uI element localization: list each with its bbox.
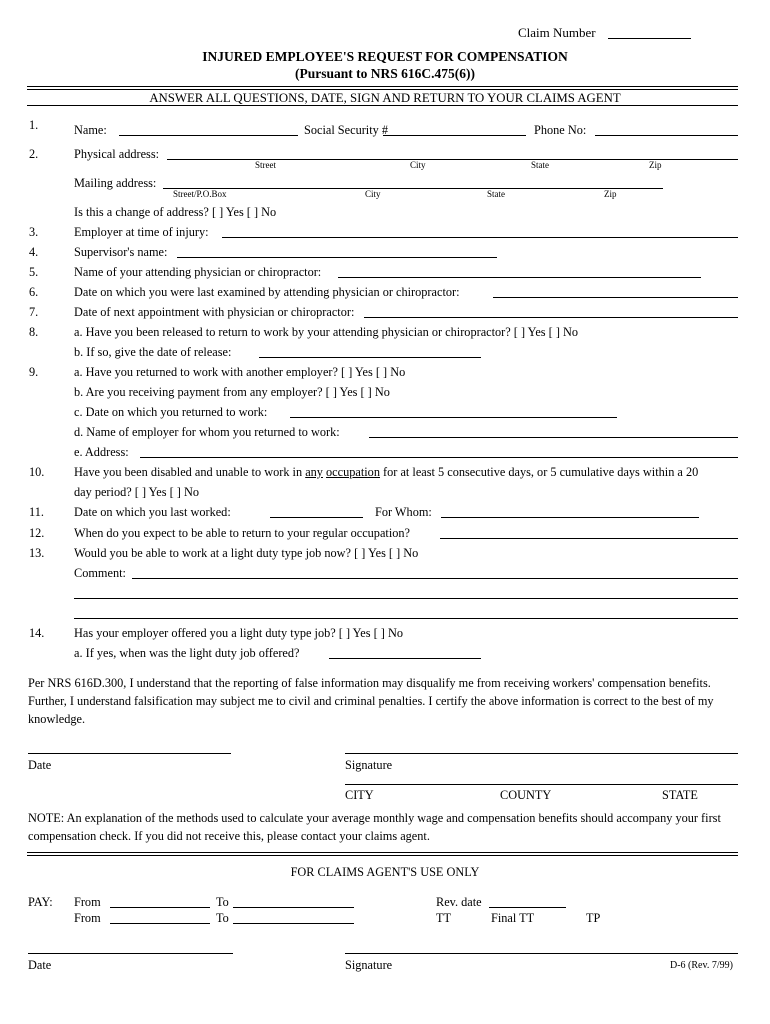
pay-from-field-2[interactable] bbox=[110, 923, 210, 924]
ssn-label: Social Security # bbox=[304, 123, 389, 137]
light-duty-now-question[interactable]: Would you be able to work at a light duty type job now? [ ] Yes [ ] No bbox=[74, 546, 419, 560]
question-number-5: 5. bbox=[29, 265, 39, 279]
expected-return-label: When do you expect to be able to return to your regular occupation? bbox=[74, 526, 410, 540]
signature-label: Signature bbox=[345, 758, 393, 772]
question-number-4: 4. bbox=[29, 245, 39, 259]
last-exam-label: Date on which you were last examined by attending physician or chiropractor: bbox=[74, 285, 460, 299]
last-worked-field[interactable] bbox=[270, 517, 363, 518]
new-employer-address-label: e. Address: bbox=[74, 445, 129, 459]
supervisor-label: Supervisor's name: bbox=[74, 245, 168, 259]
physician-field[interactable] bbox=[338, 277, 701, 278]
instruction-text: ANSWER ALL QUESTIONS, DATE, SIGN AND RETURN TO YOUR CLAIMS AGENT bbox=[149, 91, 621, 105]
pay-label: PAY: bbox=[28, 895, 53, 909]
physical-street-caption: Street bbox=[255, 160, 276, 170]
phone-label: Phone No: bbox=[534, 123, 587, 137]
for-whom-field[interactable] bbox=[441, 517, 699, 518]
new-employer-field[interactable] bbox=[369, 437, 738, 438]
mailing-city-caption: City bbox=[365, 189, 381, 199]
state-label: STATE bbox=[662, 788, 698, 802]
new-employer-address-field[interactable] bbox=[140, 457, 738, 458]
final-tt-label: Final TT bbox=[491, 911, 535, 925]
agent-rule-bottom bbox=[27, 855, 738, 856]
question-number-14: 14. bbox=[29, 626, 45, 640]
next-appointment-field[interactable] bbox=[364, 317, 738, 318]
agent-signature-label: Signature bbox=[345, 958, 393, 972]
question-number-10: 10. bbox=[29, 465, 45, 479]
mailing-address-field[interactable] bbox=[163, 188, 663, 189]
physical-zip-caption: Zip bbox=[649, 160, 662, 170]
last-exam-field[interactable] bbox=[493, 297, 738, 298]
claim-number-field[interactable] bbox=[608, 38, 691, 39]
light-duty-offer-date-field[interactable] bbox=[329, 658, 481, 659]
agent-section-title: FOR CLAIMS AGENT'S USE ONLY bbox=[290, 865, 480, 879]
disabled-question-any: any bbox=[305, 465, 323, 479]
city-label: CITY bbox=[345, 788, 374, 802]
question-number-1: 1. bbox=[29, 118, 39, 132]
question-number-2: 2. bbox=[29, 147, 39, 161]
return-date-field[interactable] bbox=[290, 417, 617, 418]
released-question[interactable]: a. Have you been released to return to work by your attending physician or chiropractor? [ ] Yes [ ] No bbox=[74, 325, 579, 339]
pay-from-field-1[interactable] bbox=[110, 907, 210, 908]
pay-from-label-1: From bbox=[74, 895, 101, 909]
question-number-9: 9. bbox=[29, 365, 39, 379]
mailing-address-label: Mailing address: bbox=[74, 176, 157, 190]
ssn-field[interactable] bbox=[383, 135, 526, 136]
question-number-12: 12. bbox=[29, 526, 45, 540]
question-number-13: 13. bbox=[29, 546, 45, 560]
mailing-street-caption: Street/P.O.Box bbox=[173, 189, 227, 199]
question-number-6: 6. bbox=[29, 285, 39, 299]
date-line[interactable] bbox=[28, 753, 231, 754]
signature-line[interactable] bbox=[345, 753, 738, 754]
tp-label: TP bbox=[586, 911, 601, 925]
pay-to-label-1: To bbox=[216, 895, 229, 909]
physician-label: Name of your attending physician or chiropractor: bbox=[74, 265, 322, 279]
receiving-payment-question[interactable]: b. Are you receiving payment from any employer? [ ] Yes [ ] No bbox=[74, 385, 390, 399]
light-duty-offer-date-label: a. If yes, when was the light duty job offered? bbox=[74, 646, 300, 660]
expected-return-field[interactable] bbox=[440, 538, 738, 539]
form-title: INJURED EMPLOYEE'S REQUEST FOR COMPENSATION bbox=[202, 49, 568, 64]
question-number-3: 3. bbox=[29, 225, 39, 239]
disabled-question-line2[interactable]: day period? [ ] Yes [ ] No bbox=[74, 485, 199, 499]
header-rule-bottom bbox=[27, 89, 738, 90]
disabled-question bbox=[74, 466, 698, 478]
disabled-question-post: for at least 5 consecutive days, or 5 cumulative days within a 20 bbox=[379, 465, 699, 479]
returned-work-question[interactable]: a. Have you returned to work with another employer? [ ] Yes [ ] No bbox=[74, 365, 406, 379]
physical-address-label: Physical address: bbox=[74, 147, 160, 161]
change-of-address-question[interactable]: Is this a change of address? [ ] Yes [ ] No bbox=[74, 205, 277, 219]
for-whom-label: For Whom: bbox=[375, 505, 432, 519]
physical-city-caption: City bbox=[410, 160, 426, 170]
physical-state-caption: State bbox=[531, 160, 549, 170]
question-number-8: 8. bbox=[29, 325, 39, 339]
tt-label: TT bbox=[436, 911, 452, 925]
pay-to-field-1[interactable] bbox=[233, 907, 354, 908]
certification-paragraph: Per NRS 616D.300, I understand that the reporting of false information may disqualify me from receiving workers' compensation benefits. Further, I understand falsification may subject me to civil and criminal penalties. I certify the above information is correct to the best of my knowledge. bbox=[28, 676, 714, 726]
question-number-11: 11. bbox=[29, 505, 44, 519]
agent-rule-top bbox=[27, 852, 738, 853]
comment-field-line-1[interactable] bbox=[132, 578, 738, 579]
employer-field[interactable] bbox=[222, 237, 738, 238]
new-employer-label: d. Name of employer for whom you returned to work: bbox=[74, 425, 340, 439]
agent-signature-line[interactable] bbox=[345, 953, 738, 954]
pay-to-field-2[interactable] bbox=[233, 923, 354, 924]
form-id: D-6 (Rev. 7/99) bbox=[670, 960, 733, 971]
pay-from-label-2: From bbox=[74, 911, 101, 925]
form-subtitle: (Pursuant to NRS 616C.475(6)) bbox=[295, 66, 475, 81]
mailing-zip-caption: Zip bbox=[604, 189, 617, 199]
disabled-question-occupation: occupation bbox=[326, 465, 380, 479]
rev-date-label: Rev. date bbox=[436, 895, 482, 909]
comment-field-line-2[interactable] bbox=[74, 598, 738, 599]
light-duty-offered-question[interactable]: Has your employer offered you a light duty type job? [ ] Yes [ ] No bbox=[74, 626, 403, 640]
note-paragraph: NOTE: An explanation of the methods used to calculate your average monthly wage and compensation benefits should accompany your first compensation check. If you did not receive this, please contact your claims agent. bbox=[28, 811, 721, 843]
phone-field[interactable] bbox=[595, 135, 738, 136]
disabled-question-pre: Have you been disabled and unable to work in bbox=[74, 465, 306, 479]
last-worked-label: Date on which you last worked: bbox=[74, 505, 231, 519]
name-label: Name: bbox=[74, 123, 107, 137]
instruction-rule bbox=[27, 105, 738, 106]
agent-date-line[interactable] bbox=[28, 953, 233, 954]
next-appointment-label: Date of next appointment with physician or chiropractor: bbox=[74, 305, 355, 319]
header-rule-top bbox=[27, 86, 738, 87]
county-label: COUNTY bbox=[500, 788, 552, 802]
mailing-state-caption: State bbox=[487, 189, 505, 199]
date-label: Date bbox=[28, 758, 52, 772]
location-line[interactable] bbox=[345, 784, 738, 785]
claim-number-label: Claim Number bbox=[518, 25, 596, 40]
release-date-field[interactable] bbox=[259, 357, 481, 358]
employer-label: Employer at time of injury: bbox=[74, 225, 209, 239]
name-field[interactable] bbox=[119, 135, 298, 136]
agent-date-label: Date bbox=[28, 958, 52, 972]
return-date-label: c. Date on which you returned to work: bbox=[74, 405, 268, 419]
release-date-label: b. If so, give the date of release: bbox=[74, 345, 232, 359]
pay-to-label-2: To bbox=[216, 911, 229, 925]
rev-date-field[interactable] bbox=[489, 907, 566, 908]
supervisor-field[interactable] bbox=[177, 257, 497, 258]
question-number-7: 7. bbox=[29, 305, 39, 319]
comment-field-line-3[interactable] bbox=[74, 618, 738, 619]
comment-label: Comment: bbox=[74, 566, 126, 580]
